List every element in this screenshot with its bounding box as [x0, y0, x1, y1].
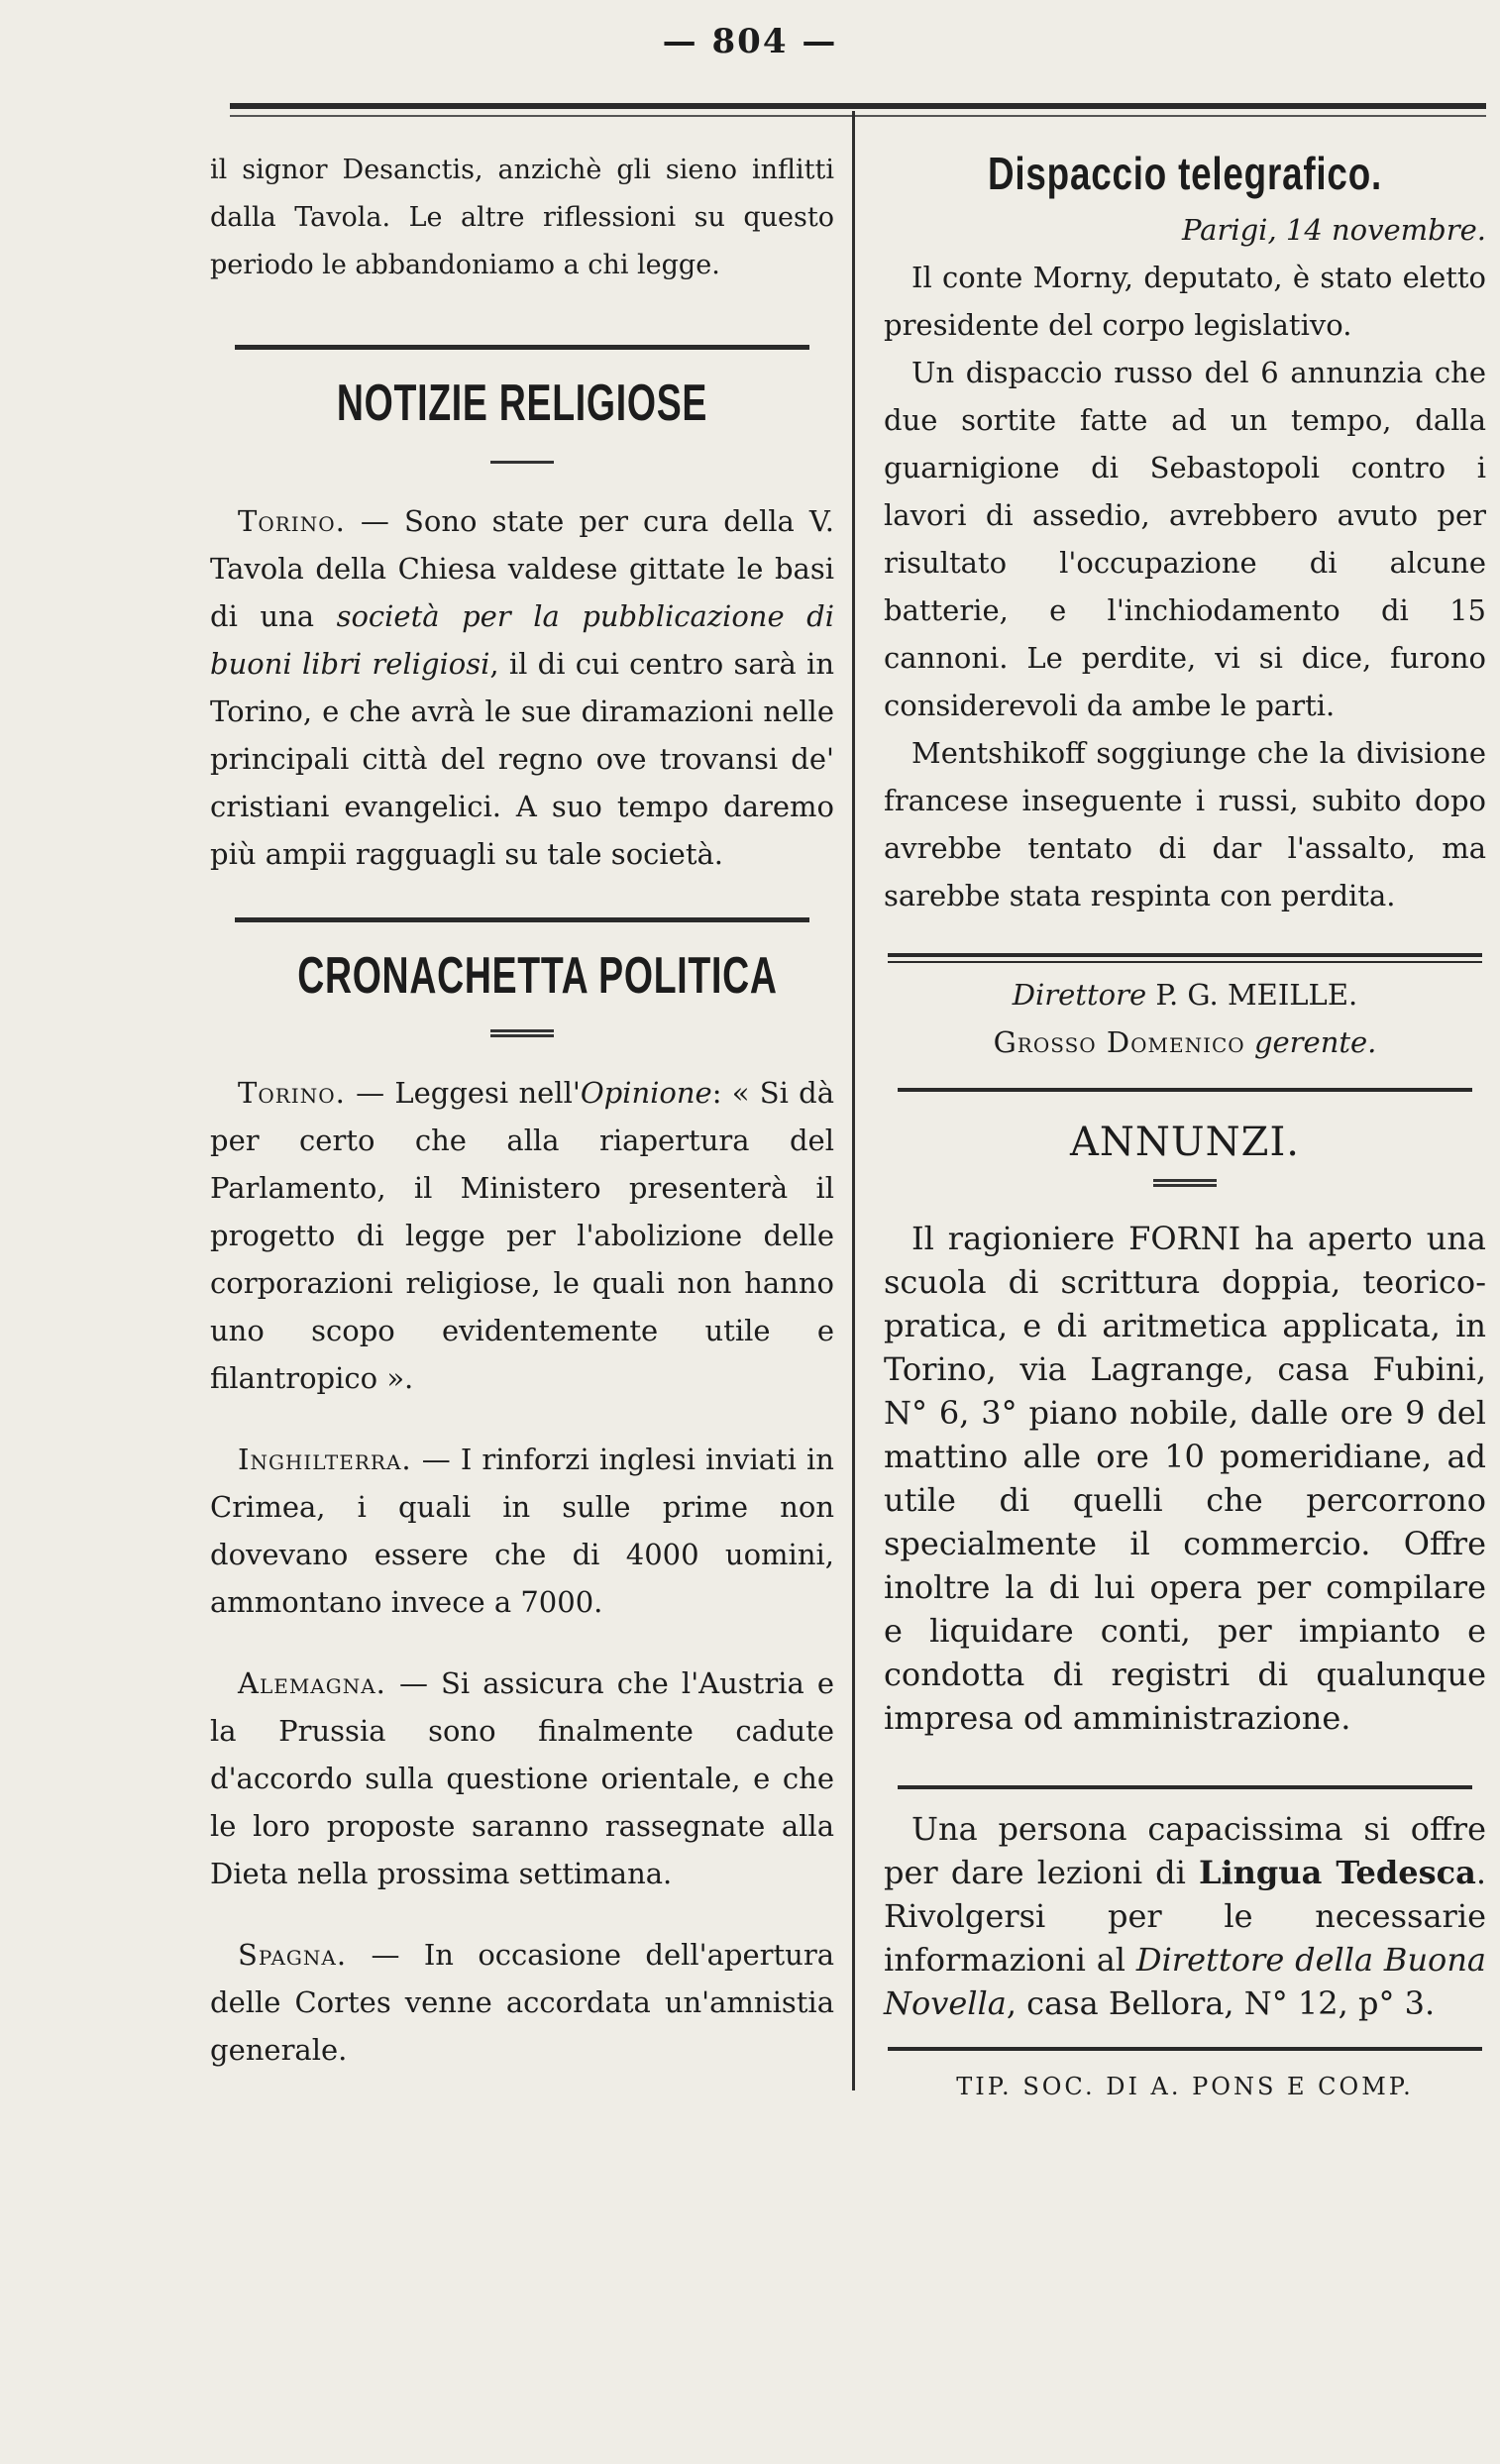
- ad-forni: Il ragioniere FORNI ha aperto una scuola di scrittura doppia, teorico-pratica, e di aritmetica applicata, in Torino, via Lagrange, casa Fubini, N° 6, 3° piano nobile, dalle ore 9 del mattino alle ore 10 pomeridiane, ad utile di quelli che percorrono specialmente il commercio. Offre inoltre la di lui opera per compilare e liquidare conti, per impianto e condotta di registri di qualunque impresa od amministrazione.: [884, 1220, 1486, 1737]
- director-reference: Direttore della Buona Novella: [884, 1941, 1487, 2022]
- section-rule-thin: [888, 961, 1482, 963]
- news-item: [210, 1660, 834, 1897]
- news-text: , il di cui centro sarà in Torino, e che avrà le sue diramazioni nelle principali città del regno ove trovansi de' cristiani evangelici. A suo tempo daremo più ampii ragguagli su tale società.: [210, 647, 834, 871]
- place-torino: Torino.: [238, 504, 346, 538]
- section-rule: [888, 953, 1482, 957]
- title-dash: [490, 461, 554, 464]
- news-text: — In occasione dell'apertura delle Cortes venne accordata un'amnistia generale.: [210, 1938, 834, 2067]
- news-item: [210, 1436, 834, 1626]
- newspaper-name: Opinione: [580, 1076, 712, 1110]
- section-title-politics: CRONACHETTA POLITICA: [297, 947, 778, 1005]
- dispatch-dateline: Parigi, 14 novembre.: [1181, 213, 1486, 247]
- header-rule-thin: [230, 115, 1486, 117]
- ad-text: . Rivolgersi per le necessarie informazioni al: [884, 1854, 1487, 1979]
- section-rule: [235, 345, 809, 350]
- dispatch-paragraph: Mentshikoff soggiunge che la divisione francese inseguente i russi, subito dopo avrebbe tentato di dar l'assalto, ma sarebbe stata respinta con perdita.: [884, 736, 1486, 912]
- place-label: Torino.: [238, 1076, 346, 1110]
- printer-line: TIP. SOC. DI A. PONS E COMP.: [956, 2073, 1414, 2100]
- intro-paragraph: il signor Desanctis, anzichè gli sieno inflitti dalla Tavola. Le altre riflessioni su questo periodo le abbandoniamo a chi legge.: [210, 155, 834, 280]
- news-text: — Si assicura che l'Austria e la Prussia sono finalmente cadute d'accordo sulla questione orientale, e che le loro proposte saranno rassegnate alla Dieta nella prossima settimana.: [210, 1666, 834, 1890]
- ads-title: ANNUNZI.: [1070, 1120, 1300, 1165]
- manager-label: gerente.: [1253, 1025, 1377, 1059]
- ad-rule: [898, 1785, 1472, 1789]
- society-name: società per la pubblicazione di buoni libri religiosi: [210, 599, 835, 681]
- director-line: [884, 971, 1486, 1018]
- header-rule: [230, 103, 1486, 109]
- news-item: [210, 1931, 834, 2074]
- title-double-dash: [490, 1029, 554, 1037]
- manager-name: Grosso Domenico: [993, 1025, 1245, 1059]
- section-rule: [898, 1088, 1472, 1092]
- manager-line: [884, 1018, 1486, 1066]
- left-column: [210, 147, 834, 2074]
- director-name: P. G. MEILLE.: [1155, 978, 1358, 1012]
- section-title-religious: NOTIZIE RELIGIOSE: [336, 375, 708, 432]
- column-divider: [852, 111, 855, 2090]
- news-text: : « Si dà per certo che alla riapertura del Parlamento, il Ministero presenterà il progetto di legge per l'abolizione delle corporazioni religiose, le quali non hanno uno scopo evidentemente utile e filantropico ».: [210, 1076, 834, 1395]
- ad-text: , casa Bellora, N° 12, p° 3.: [1006, 1984, 1436, 2022]
- news-text: — Leggesi nell': [345, 1076, 581, 1110]
- place-label: Spagna.: [238, 1938, 348, 1972]
- place-label: Inghilterra.: [238, 1443, 412, 1476]
- ad-text: Una persona capacissima si offre per dare lezioni di: [884, 1810, 1486, 1891]
- language-name: Lingua Tedesca: [1199, 1854, 1476, 1891]
- dispatch-paragraph: Un dispaccio russo del 6 annunzia che due sortite fatte ad un tempo, dalla guarnigione di Sebastopoli contro i lavori di assedio, avrebbero avuto per risultato l'occupazione di alcune batterie, e l'inchiodamento di 15 cannoni. Le perdite, vi si dice, furono considerevoli da ambe le parti.: [884, 356, 1486, 722]
- news-item: [210, 1069, 834, 1402]
- religious-news-paragraph: [210, 497, 834, 878]
- director-label: Direttore: [1012, 978, 1147, 1012]
- section-rule: [235, 917, 809, 922]
- right-column: [884, 147, 1486, 2100]
- dispatch-paragraph: Il conte Morny, deputato, è stato eletto presidente del corpo legislativo.: [884, 261, 1486, 342]
- dispatch-title: Dispaccio telegrafico.: [988, 148, 1382, 199]
- ad-german-lessons: [884, 1807, 1486, 2025]
- news-text: — I rinforzi inglesi inviati in Crimea, i quali in sulle prime non dovevano essere che di 4000 uomini, ammontano invece a 7000.: [210, 1443, 834, 1619]
- footer-rule: [888, 2047, 1482, 2051]
- news-text: — Sono state per cura della V. Tavola della Chiesa valdese gittate le basi di una: [210, 504, 834, 633]
- page-number: — 804 —: [662, 22, 838, 61]
- place-label: Alemagna.: [238, 1666, 386, 1700]
- title-double-dash: [1153, 1179, 1217, 1187]
